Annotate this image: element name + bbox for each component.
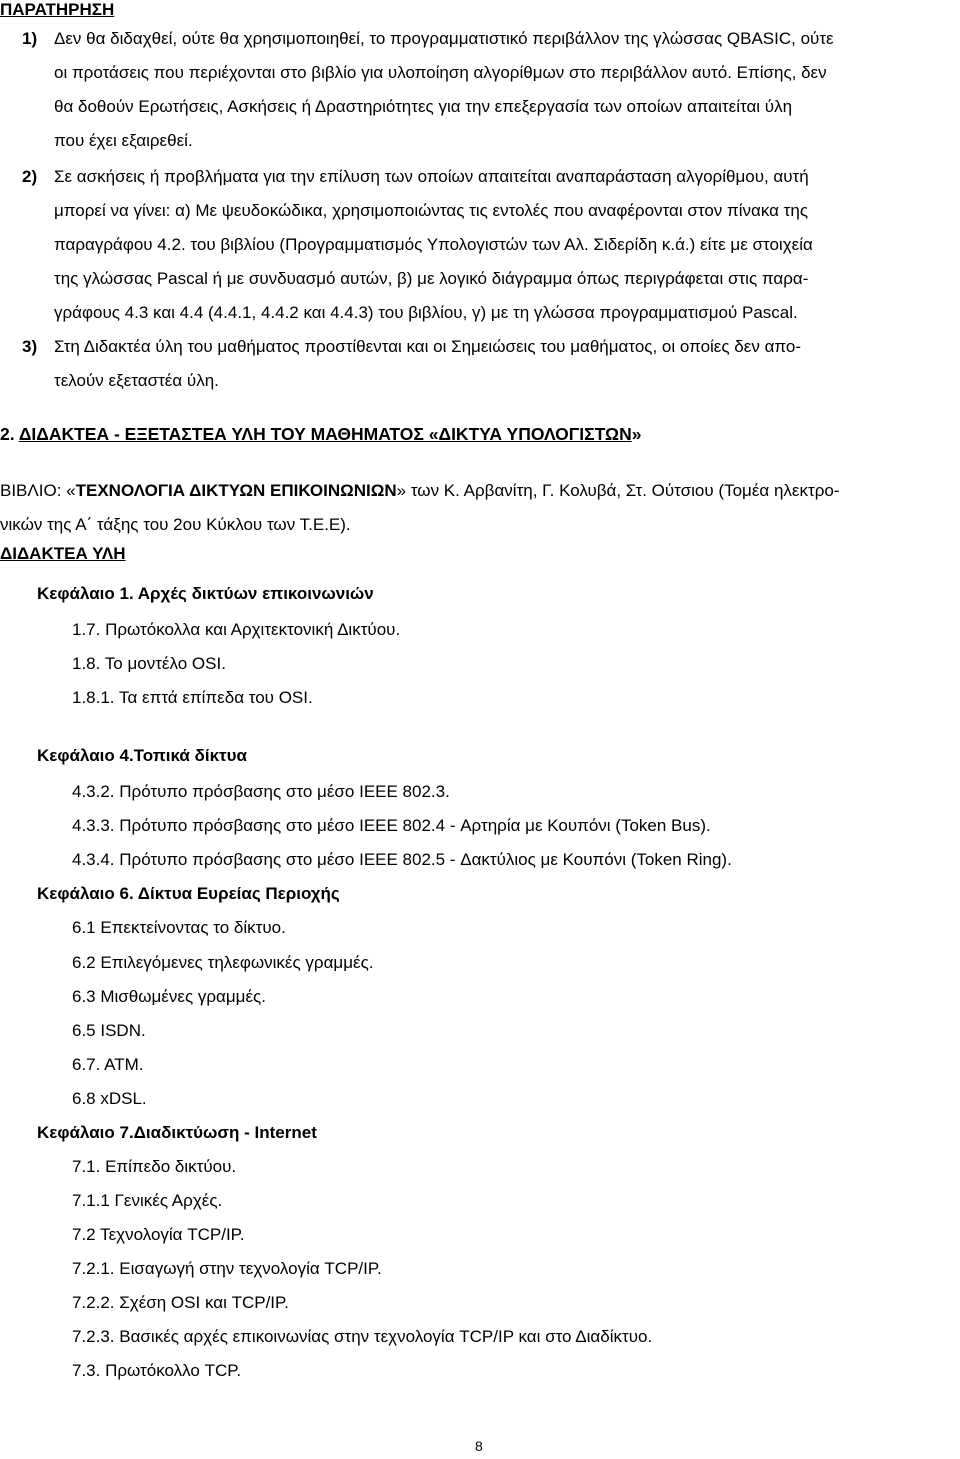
note-item-1-line-2: οι προτάσεις που περιέχονται στο βιβλίο για υλοποίηση αλγορίθμων στο περιβάλλον αυτό. Επίσης, δεν — [54, 63, 827, 82]
list-item: 4.3.3. Πρότυπο πρόσβασης στο μέσο IEEE 802.4 - Αρτηρία με Κουπόνι (Token Bus). — [72, 816, 711, 835]
book-name: ΤΕΧΝΟΛΟΓΙΑ ΔΙΚΤΥΩΝ ΕΠΙΚΟΙΝΩΝΙΩΝ — [75, 481, 397, 500]
chapter-4-heading — [37, 746, 247, 766]
note-item-3-line-1: Στη Διδακτέα ύλη του μαθήματος προστίθενται και οι Σημειώσεις του μαθήματος, οι οποίες δεν απο- — [54, 337, 801, 356]
chapter-4-label: Κεφάλαιο 4. — [37, 746, 134, 765]
list-item: 7.2 Τεχνολογία TCP/IP. — [72, 1225, 245, 1244]
section-title — [0, 424, 641, 445]
chapter-4-title: Τοπικά δίκτυα — [133, 746, 247, 765]
list-item: 7.3. Πρωτόκολλο TCP. — [72, 1361, 242, 1380]
chapter-6-title: Δίκτυα Ευρείας Περιοχής — [137, 884, 340, 903]
note-item-1 — [22, 22, 942, 158]
note-item-3-line-2: τελούν εξεταστέα ύλη. — [54, 371, 219, 390]
page-number: 8 — [475, 1438, 483, 1454]
list-item: 1.7. Πρωτόκολλα και Αρχιτεκτονική Δικτύου. — [72, 620, 401, 639]
list-item: 7.1. Επίπεδο δικτύου. — [72, 1157, 237, 1176]
book-paragraph — [0, 474, 942, 542]
chapter-6-label: Κεφάλαιο 6. — [37, 884, 138, 903]
section-title-close-quote: » — [631, 424, 642, 444]
section-number: 2. — [0, 424, 19, 444]
list-item: 7.2.3. Βασικές αρχές επικοινωνίας στην τεχνολογία TCP/IP και στο Διαδίκτυο. — [72, 1327, 653, 1346]
chapter-1-heading — [37, 584, 374, 604]
note-item-2-line-3: παραγράφου 4.2. του βιβλίου (Προγραμματισμός Υπολογιστών των Αλ. Σιδερίδη κ.ά.) είτε με στοιχεία — [54, 235, 813, 254]
note-item-1-line-4: που έχει εξαιρεθεί. — [54, 131, 193, 150]
note-item-2-line-4: της γλώσσας Pascal ή με συνδυασμό αυτών, β) με λογικό διάγραμμα όπως περιγράφεται στις παρα- — [54, 269, 809, 288]
book-authors-line-2: νικών της Α΄ τάξης του 2ου Κύκλου των Τ.Ε.Ε). — [0, 515, 351, 534]
section-title-main: ΔΙΔΑΚΤΕΑ - ΕΞΕΤΑΣΤΕΑ ΥΛΗ ΤΟΥ ΜΑΘΗΜΑΤΟΣ « — [18, 424, 439, 444]
list-item: 6.7. ATM. — [72, 1055, 144, 1074]
list-item: 1.8. Το μοντέλο OSI. — [72, 654, 226, 673]
list-item: 6.5 ISDN. — [72, 1021, 146, 1040]
list-item: 6.1 Επεκτείνοντας το δίκτυο. — [72, 918, 286, 937]
list-item: 7.1.1 Γενικές Αρχές. — [72, 1191, 223, 1210]
chapter-1-label: Κεφάλαιο 1. — [37, 584, 138, 603]
note-item-3-number: 3) — [22, 337, 38, 356]
list-item: 6.3 Μισθωμένες γραμμές. — [72, 987, 266, 1006]
note-item-1-line-1: Δεν θα διδαχθεί, ούτε θα χρησιμοποιηθεί, το προγραμματιστικό περιβάλλον της γλώσσας QBASIC, ούτε — [54, 29, 834, 48]
chapter-7-label: Κεφάλαιο 7. — [37, 1123, 134, 1142]
list-item: 7.2.1. Εισαγωγή στην τεχνολογία TCP/IP. — [72, 1259, 382, 1278]
taught-heading: ΔΙΔΑΚΤΕΑ ΥΛΗ — [0, 544, 126, 563]
list-item: 4.3.2. Πρότυπο πρόσβασης στο μέσο IEEE 802.3. — [72, 782, 450, 801]
chapter-1-title: Αρχές δικτύων επικοινωνιών — [137, 584, 374, 603]
note-item-3 — [22, 330, 942, 398]
note-item-1-line-3: θα δοθούν Ερωτήσεις, Ασκήσεις ή Δραστηριότητες για την επεξεργασία των οποίων απαιτείται ύλη — [54, 97, 793, 116]
list-item: 1.8.1. Τα επτά επίπεδα του OSI. — [72, 688, 313, 707]
note-heading: ΠΑΡΑΤΗΡΗΣΗ — [0, 0, 115, 19]
book-label: ΒΙΒΛΙΟ: « — [0, 481, 76, 500]
chapter-6-heading — [37, 884, 340, 904]
note-item-2-number: 2) — [22, 167, 38, 186]
chapter-7-title: Διαδικτύωση - Internet — [133, 1123, 317, 1142]
note-item-2-line-5: γράφους 4.3 και 4.4 (4.4.1, 4.4.2 και 4.4.3) του βιβλίου, γ) με τη γλώσσα προγραμματισμού Pascal. — [54, 303, 798, 322]
section-title-course: ΔΙΚΤΥΑ ΥΠΟΛΟΓΙΣΤΩΝ — [438, 424, 632, 444]
note-item-2 — [22, 160, 942, 330]
note-item-2-line-2: μπορεί να γίνει: α) Με ψευδοκώδικα, χρησιμοποιώντας τις εντολές που αναφέρονται στον πίνακα της — [54, 201, 809, 220]
list-item: 6.8 xDSL. — [72, 1089, 147, 1108]
chapter-7-heading — [37, 1123, 317, 1143]
note-item-2-line-1: Σε ασκήσεις ή προβλήματα για την επίλυση των οποίων απαιτείται αναπαράσταση αλγορίθμου, αυτή — [54, 167, 809, 186]
list-item: 7.2.2. Σχέση OSI και TCP/IP. — [72, 1293, 289, 1312]
list-item: 4.3.4. Πρότυπο πρόσβασης στο μέσο IEEE 802.5 - Δακτύλιος με Κουπόνι (Token Ring). — [72, 850, 732, 869]
book-authors: » των Κ. Αρβανίτη, Γ. Κολυβά, Στ. Ούτσιου (Τομέα ηλεκτρο- — [396, 481, 840, 500]
note-item-1-number: 1) — [22, 29, 38, 48]
list-item: 6.2 Επιλεγόμενες τηλεφωνικές γραμμές. — [72, 953, 374, 972]
